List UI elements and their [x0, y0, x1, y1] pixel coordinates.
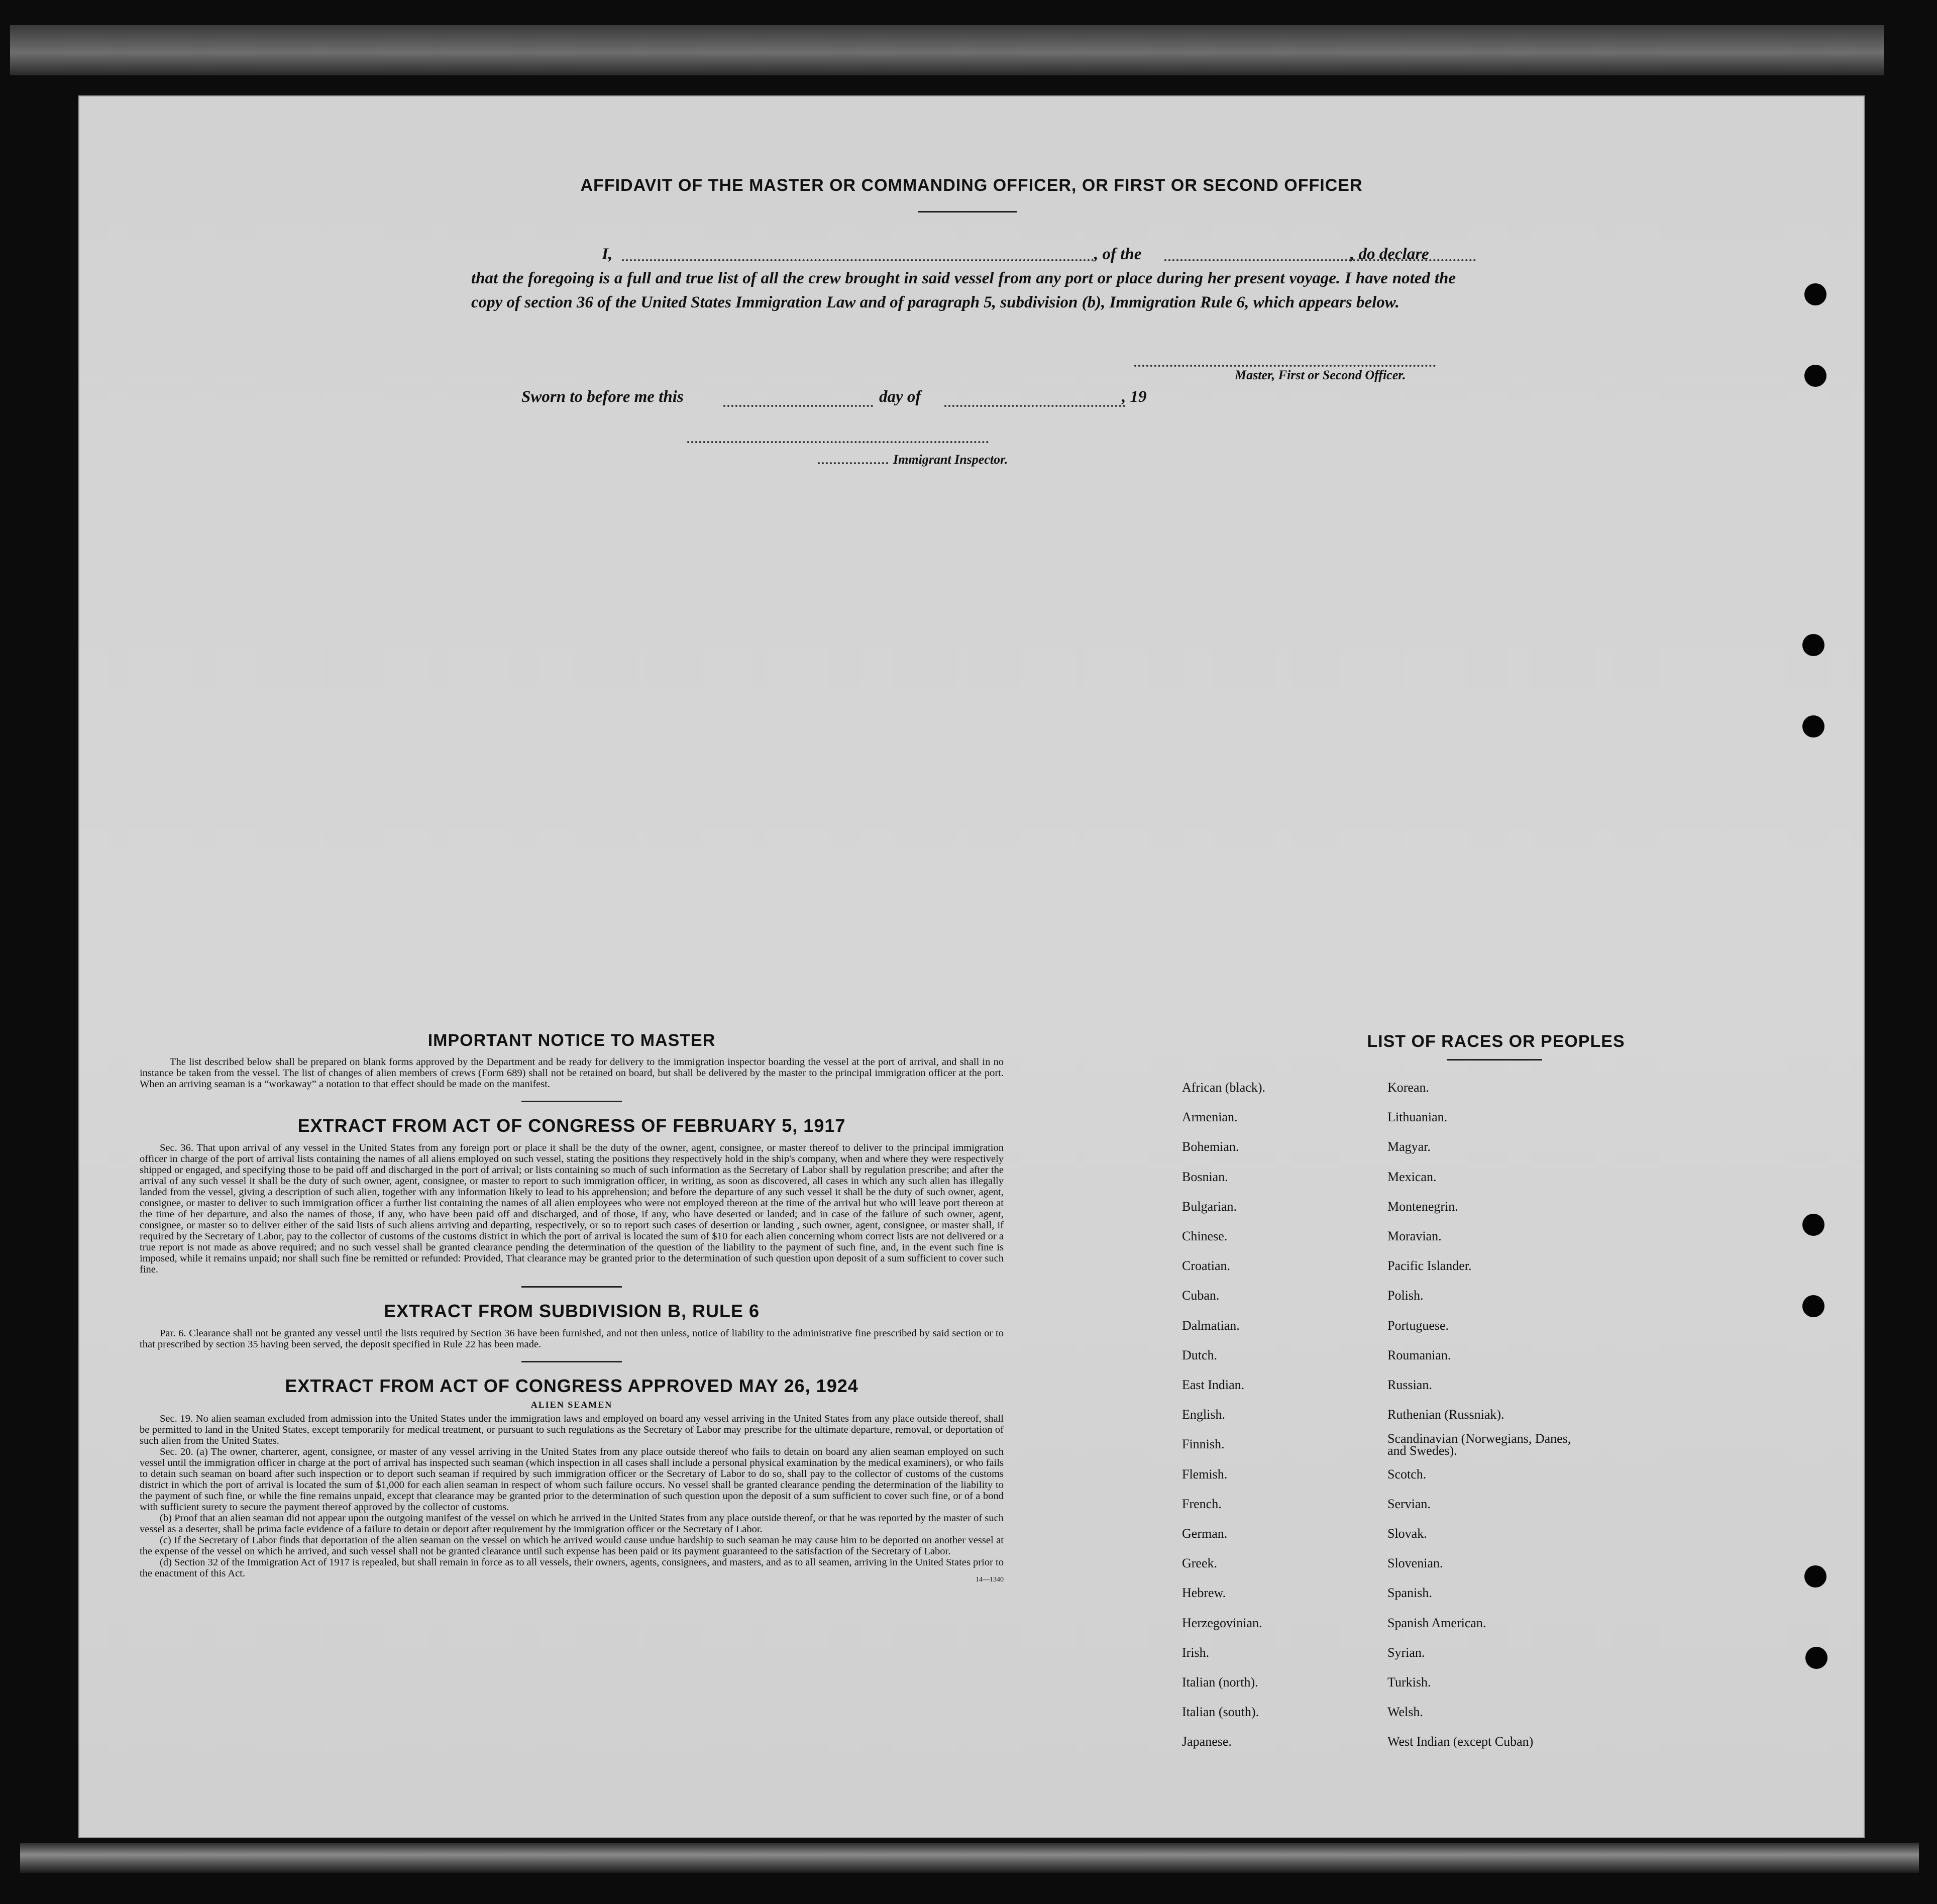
affidavit-do-declare: , do declare — [1350, 245, 1429, 263]
race-item: Bulgarian. — [1182, 1199, 1237, 1214]
sworn-row — [521, 388, 1225, 412]
race-item: East Indian. — [1182, 1378, 1245, 1392]
race-item: Magyar. — [1387, 1139, 1431, 1154]
races-title: LIST OF RACES OR PEOPLES — [1367, 1032, 1625, 1051]
notices-column — [140, 1031, 1004, 1584]
race-item: Roumanian. — [1387, 1347, 1451, 1362]
race-item: Slovenian. — [1387, 1556, 1443, 1571]
form-page — [79, 96, 1864, 1837]
extract-1924-paragraph: (d) Section 32 of the Immigration Act of 1917 is repealed, but shall remain in force as to all vessels, their owners, agents, consignees, and masters, and as to all seamen, arriving in the United States prior to the enactment of this Act. — [140, 1557, 1004, 1579]
affidavit-title: AFFIDAVIT OF THE MASTER OR COMMANDING OFFICER, OR FIRST OR SECOND OFFICER — [580, 176, 1363, 195]
race-item: Scotch. — [1387, 1466, 1427, 1482]
sworn-month-field[interactable] — [944, 405, 1125, 407]
name-field[interactable] — [622, 259, 1094, 261]
race-item: Herzegovinian. — [1182, 1615, 1262, 1630]
affidavit-first-line — [471, 242, 1456, 266]
affidavit-text: that the foregoing is a full and true list of all the crew brought in said vessel from any port or place during her present voyage. I have noted the copy of section 36 of the United States Immigration Law and of paragraph 5, subdivision (b), Immigration Rule 6, which appears below. — [471, 269, 1456, 311]
punch-hole — [1805, 1647, 1827, 1669]
race-item: Scandinavian (Norwegians, Danes, and Swedes). — [1387, 1431, 1571, 1458]
race-item: Turkish. — [1387, 1675, 1431, 1689]
sworn-day-field[interactable] — [723, 405, 873, 407]
race-item: Italian (north). — [1182, 1675, 1258, 1689]
races-title-rule — [1447, 1059, 1542, 1061]
race-item: Hebrew. — [1182, 1585, 1226, 1601]
race-item: Portuguese. — [1387, 1318, 1449, 1333]
race-item: Bohemian. — [1182, 1139, 1239, 1154]
notice-rule — [521, 1101, 622, 1102]
extract-1917-title: EXTRACT FROM ACT OF CONGRESS OF FEBRUARY 5, 1917 — [297, 1115, 846, 1136]
rule6-rule — [521, 1361, 622, 1362]
notice-title: IMPORTANT NOTICE TO MASTER — [427, 1031, 716, 1050]
race-item: Slovak. — [1387, 1526, 1427, 1541]
race-item: French. — [1182, 1496, 1222, 1511]
race-item: Cuban. — [1182, 1288, 1220, 1303]
rule6-text: Par. 6. Clearance shall not be granted any vessel until the lists required by Section 36 have been furnished, and not then unless, notice of liability to the administrative fine prescribed by said section or to that prescribed by section 35 having been served, the deposit specified in Rule 22 has been made. — [140, 1328, 1004, 1350]
race-item: Japanese. — [1182, 1734, 1232, 1749]
race-item: West Indian (except Cuban) — [1387, 1734, 1534, 1749]
race-item: Moravian. — [1387, 1229, 1442, 1243]
race-item: Korean. — [1387, 1080, 1430, 1095]
film-frame-bottom — [20, 1843, 1919, 1873]
extract-1924-paragraph: Sec. 20. (a) The owner, charterer, agent, consignee, or master of any vessel arriving in the United States from any place outside thereof who fails to detain on board any alien seaman employed on such vessel until the immigration officer in charge at the port of arrival has inspected such seaman (which inspection in all cases shall include a personal physical examination by the medical examiners), or who fails to detain such seaman on board after such inspection or to deport such seaman if required by such immigration officer or the Secretary of Labor to do so, shall pay to the collector of customs of the customs district in which the port of arrival is located the sum of $1,000 for each alien seaman in respect of whom such failure occurs. No vessel shall be granted clearance pending the determination of the liability to the payment of such fine, or while the fine remains unpaid, except that clearance may be granted prior to the determination of such question upon the deposit of a sum sufficient to cover such fine, or of a bond with sufficient surety to secure the payment thereof approved by the collector of customs. — [140, 1446, 1004, 1513]
punch-hole — [1802, 634, 1824, 656]
race-item: Pacific Islander. — [1387, 1258, 1472, 1274]
punch-hole — [1802, 715, 1824, 737]
race-item: Bosnian. — [1182, 1169, 1228, 1184]
race-item: Irish. — [1182, 1645, 1210, 1660]
race-item: Welsh. — [1387, 1705, 1423, 1720]
extract-1917-rule — [521, 1286, 622, 1288]
race-item: Lithuanian. — [1387, 1110, 1448, 1125]
sworn-text: Sworn to before me this — [521, 388, 684, 406]
race-item: Syrian. — [1387, 1645, 1425, 1660]
vessel-field[interactable] — [1164, 259, 1476, 261]
race-item: Servian. — [1387, 1496, 1431, 1511]
race-item: Mexican. — [1387, 1169, 1437, 1184]
race-item: African (black). — [1182, 1080, 1266, 1095]
inspector-signature-line[interactable] — [687, 441, 989, 443]
race-item: Ruthenian (Russniak). — [1387, 1407, 1504, 1422]
notice-text: The list described below shall be prepared on blank forms approved by the Department and be ready for delivery to the immigration inspector boarding the vessel at the port of arrival, and shall in no instance be taken from the vessel. The list of changes of alien members of crews (Form 689) shall not be retained on board, but shall be delivered by the master to the principal immigration officer at the port. When an arriving seaman is a “workaway” a notation to that effect should be made on the manifest. — [140, 1056, 1004, 1090]
form-number: 14—1340 — [976, 1576, 1004, 1583]
alien-seamen-subtitle: ALIEN SEAMEN — [530, 1400, 613, 1410]
race-item: Spanish. — [1387, 1585, 1432, 1601]
sworn-day-of: day of — [879, 388, 921, 406]
race-item: Flemish. — [1182, 1466, 1228, 1482]
extract-1924-paragraph: (c) If the Secretary of Labor finds that deportation of the alien seaman on the vessel on which he arrived would cause undue hardship to such seaman he may cause him to be deported on another vessel at the expense of the vessel on which he arrived, and such vessel shall not be granted clearance until such expense has been paid or its payment guaranteed to the satisfaction of the Secretary of Labor. — [140, 1535, 1004, 1557]
rule6-title: EXTRACT FROM SUBDIVISION B, RULE 6 — [383, 1301, 760, 1321]
race-item: Armenian. — [1182, 1110, 1238, 1125]
affidavit-i: I, — [602, 245, 613, 263]
master-signature-label: Master, First or Second Officer. — [1235, 368, 1406, 382]
extract-1917-text: Sec. 36. That upon arrival of any vessel in the United States from any foreign port or place it shall be the duty of the owner, agent, consignee, or master thereof to deliver to the principal immigration officer in charge of the port of arrival lists containing the names of all aliens employed on such vessel, stating the positions they respectively hold in the ship's company, when and where they were respectively shipped or engaged, and specifying those to be paid off and discharged in the port of arrival; or lists containing so much of such information as the Secretary of Labor shall by regulation prescribe; and after the arrival of any such vessel it shall be the duty of such owner, agent, consignee, or master to report to such immigration officer, in writing, as soon as discovered, all cases in which any such alien has illegally landed from the vessel, giving a description of such alien, together with any information likely to lead to his apprehension; and before the departure of any such vessel it shall be the duty of such owner, agent, consignee, or master to deliver to such immigration officer a further list containing the names of all alien employees who were not employed thereon at the time of the arrival but who will leave port thereon at the time of her departure, and also the names of those, if any, who have been paid off and discharged, and of those, if any, who have deserted or landed; and in case of the failure of such owner, agent, consignee, or master so to deliver either of the said lists of such aliens arriving and departing, respectively, or so to report such cases of desertion or landing , such owner, agent, consignee, or master shall, if required by the Secretary of Labor, pay to the collector of customs of the customs district in which the port of arrival is located the sum of $10 for each alien concerning whom correct lists are not delivered or a true report is not made as above required; and no such vessel shall be granted clearance pending the determination of the question of the liability to the payment of such fine, and, in the event such fine is imposed, while it remains unpaid; nor shall such fine be remitted or refunded: Provided, That clearance may be granted prior to the determination of such question upon deposit of a sum sufficient to cover such fine. — [140, 1142, 1004, 1275]
extract-1924-title: EXTRACT FROM ACT OF CONGRESS APPROVED MAY 26, 1924 — [285, 1376, 858, 1396]
race-item: English. — [1182, 1407, 1225, 1422]
race-item: Dalmatian. — [1182, 1318, 1240, 1333]
race-item: Italian (south). — [1182, 1705, 1259, 1720]
race-item: Montenegrin. — [1387, 1199, 1458, 1214]
race-item: Chinese. — [1182, 1229, 1228, 1243]
race-item: German. — [1182, 1526, 1228, 1541]
race-item: Croatian. — [1182, 1258, 1231, 1274]
punch-hole — [1804, 365, 1826, 387]
master-signature-line[interactable] — [1134, 365, 1436, 367]
affidavit-of-the: , of the — [1094, 245, 1142, 263]
race-item: Spanish American. — [1387, 1615, 1486, 1630]
race-item: Greek. — [1182, 1556, 1218, 1571]
race-item: Finnish. — [1182, 1437, 1225, 1452]
punch-hole — [1802, 1295, 1824, 1317]
race-item: Russian. — [1387, 1378, 1432, 1392]
affidavit-body — [471, 242, 1456, 314]
punch-hole — [1804, 283, 1826, 305]
film-frame-top — [10, 25, 1884, 75]
sworn-year: , 19 — [1122, 388, 1147, 406]
punch-hole — [1802, 1214, 1824, 1236]
punch-hole — [1804, 1565, 1826, 1588]
inspector-leader-line — [818, 462, 888, 464]
extract-1924-paragraph: Sec. 19. No alien seaman excluded from admission into the United States under the immigration laws and employed on board any vessel arriving in the United States from any place outside thereof, shall be permitted to land in the United States, except temporarily for medical treatment, or pursuant to such regulations as the Secretary of Labor may prescribe for the ultimate departure, removal, or deportation of such alien from the United States. — [140, 1413, 1004, 1446]
race-item: Dutch. — [1182, 1347, 1218, 1362]
inspector-label: Immigrant Inspector. — [893, 452, 1008, 467]
affidavit-title-rule — [918, 211, 1017, 213]
extract-1924-paragraph: (b) Proof that an alien seaman did not appear upon the outgoing manifest of the vessel on which he arrived in the United States from any place outside thereof, or that he was reported by the master of such vessel as a deserter, shall be prima facie evidence of a failure to detain or deport after requirement by the immigration officer or the Secretary of Labor. — [140, 1513, 1004, 1535]
race-item: Polish. — [1387, 1288, 1424, 1303]
